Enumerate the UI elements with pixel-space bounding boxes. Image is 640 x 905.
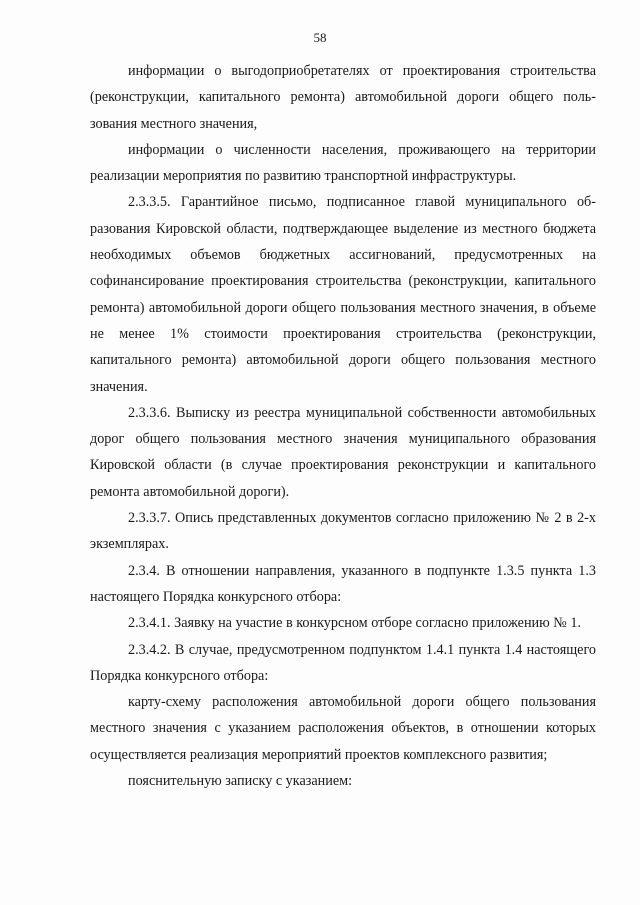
document-body: [90, 58, 596, 794]
page-number: 58: [313, 30, 327, 45]
paragraph-population-info: информации о численности населения, проживающего на территории реализации мероприятия по развитию транспортной инфраструктуры.: [90, 141, 596, 185]
paragraph-road-map-scheme: карту-схему расположения автомобильной дороги общего пользования местного значения с указанием расположения объектов, в отношении которых осуществляется реализация мероприятий проектов комплексного развития;: [90, 694, 596, 763]
paragraph-explanatory-note: пояснительную записку с указанием:: [128, 773, 353, 790]
paragraph-2-3-4: 2.3.4. В отношении направления, указанного в подпункте 1.3.5 пункта 1.3 настоящего Порядка конкурсного отбора:: [90, 562, 596, 605]
paragraph-2-3-3-5: 2.3.3.5. Гарантийное письмо, подписанное главой муниципального образования Кировской области, подтверждающее выделение из местного бюджета необходимых объемов бюджетных ассигнований, предусмотренных на софинансирование проектирования строительства (реконструкции, капитального ремонта) автомобильной дороги общего пользования местного значения, в объеме не менее 1% стоимости проектирования строительства (реконструкции, капитального ремонта) автомобильной дороги общего пользования местного значения.: [90, 194, 596, 395]
paragraph-2-3-3-6: 2.3.3.6. Выписку из реестра муниципальной собственности автомобильных дорог общего пользования местного значения муниципального образования Кировской области (в случае проектирования реконструкции и капитального ремонта автомобильной дороги).: [90, 404, 596, 500]
paragraph-2-3-4-2: 2.3.4.2. В случае, предусмотренном подпунктом 1.4.1 пункта 1.4 настоящего Порядка конкурсного отбора:: [90, 641, 596, 684]
paragraph-2-3-4-1: 2.3.4.1. Заявку на участие в конкурсном отборе согласно приложению № 1.: [128, 615, 582, 632]
paragraph-2-3-3-7: 2.3.3.7. Опись представленных документов согласно приложению № 2 в 2-х экземплярах.: [90, 510, 596, 553]
paragraph-beneficiaries-info: информации о выгодоприобретателях от проектирования строительства (реконструкции, капитального ремонта) автомобильной дороги общего пользования местного значения,: [90, 63, 596, 132]
